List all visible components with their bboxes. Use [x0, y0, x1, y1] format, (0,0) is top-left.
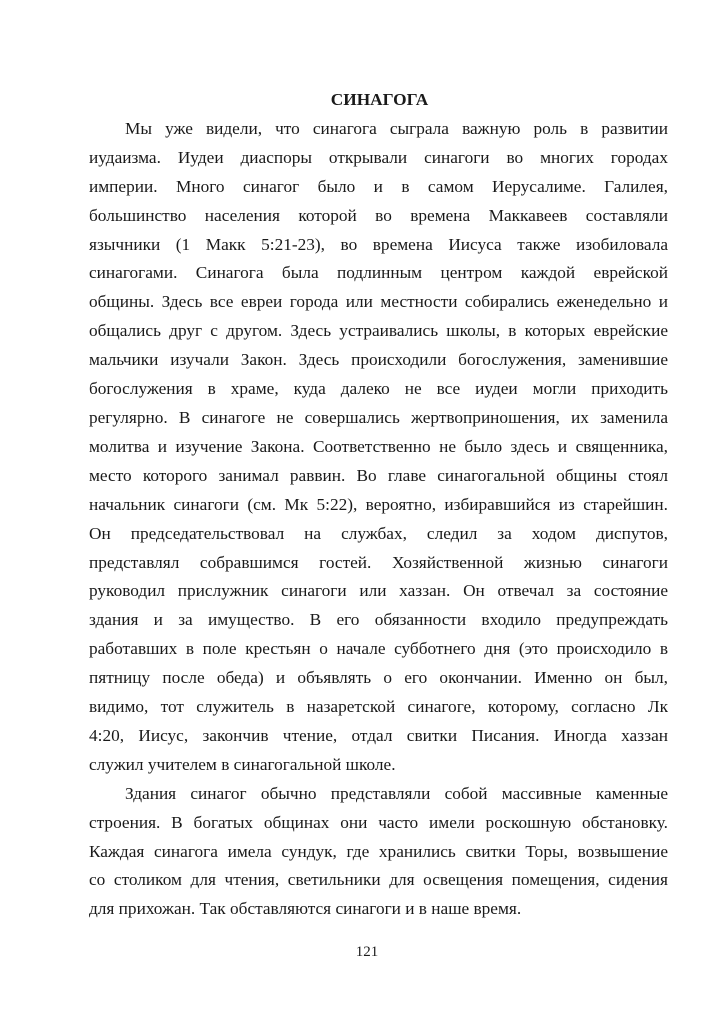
- text-line: 4:20, Иисус, закончив чтение, отдал свитки Писания. Иногда хаззан: [89, 725, 668, 745]
- text-line: большинство населения которой во времена Маккавеев составляли: [89, 205, 668, 225]
- text-line: богослужения в храме, куда далеко не все иудеи могли приходить: [89, 379, 668, 399]
- text-line: молитва и изучение Закона. Соответственно не было здесь и священника,: [89, 436, 668, 456]
- text-line: руководил прислужник синагоги или хаззан. Он отвечал за состояние: [89, 581, 668, 601]
- text-line: служил учителем в синагогальной школе.: [89, 754, 396, 774]
- text-line: представлял собравшимся гостей. Хозяйственной жизнью синагоги: [89, 552, 668, 572]
- text-line: язычники (1 Макк 5:21-23), во времена Иисуса также изобиловала: [89, 234, 668, 254]
- text-line: для прихожан. Так обставляются синагоги и в наше время.: [89, 899, 522, 919]
- text-line: место которого занимал раввин. Во главе синагогальной общины стоял: [89, 465, 668, 485]
- text-line: начальник синагоги (см. Мк 5:22), вероятно, избиравшийся из старейшин.: [89, 494, 668, 514]
- text-line: иудаизма. Иудеи диаспоры открывали синагоги во многих городах: [89, 147, 668, 167]
- page-number: 121: [355, 944, 379, 960]
- text-line: мальчики изучали Закон. Здесь происходили богослужения, заменившие: [89, 350, 668, 370]
- text-line: регулярно. В синагоге не совершались жертвоприношения, их заменила: [89, 407, 668, 427]
- page-title: СИНАГОГА: [330, 90, 429, 109]
- text-line: Каждая синагога имела сундук, где хранились свитки Торы, возвышение: [89, 841, 668, 861]
- text-line: Он председательствовал на службах, следил за ходом диспутов,: [89, 523, 668, 543]
- paragraph-1: [89, 115, 668, 780]
- text-line: общались друг с другом. Здесь устраивались школы, в которых еврейские: [89, 321, 668, 341]
- text-line: общины. Здесь все евреи города или местности собирались еженедельно и: [89, 292, 668, 312]
- text-line: Мы уже видели, что синагога сыграла важную роль в развитии: [125, 118, 668, 138]
- text-line: со столиком для чтения, светильники для освещения помещения, сидения: [89, 870, 668, 890]
- document-page: [89, 86, 668, 924]
- text-line: синагогами. Синагога была подлинным центром каждой еврейской: [89, 263, 668, 283]
- paragraph-2: [89, 780, 668, 925]
- text-line: империи. Много синагог было и в самом Иерусалиме. Галилея,: [89, 176, 668, 196]
- text-line: Здания синагог обычно представляли собой массивные каменные: [125, 783, 668, 803]
- text-line: здания и за имущество. В его обязанности входило предупреждать: [89, 610, 668, 630]
- text-line: строения. В богатых общинах они часто имели роскошную обстановку.: [89, 812, 668, 832]
- text-line: пятницу после обеда) и объявлять о его окончании. Именно он был,: [89, 668, 668, 688]
- text-line: работавших в поле крестьян о начале субботнего дня (это происходило в: [89, 639, 668, 659]
- text-line: видимо, тот служитель в назаретской синагоге, которому, согласно Лк: [89, 697, 668, 717]
